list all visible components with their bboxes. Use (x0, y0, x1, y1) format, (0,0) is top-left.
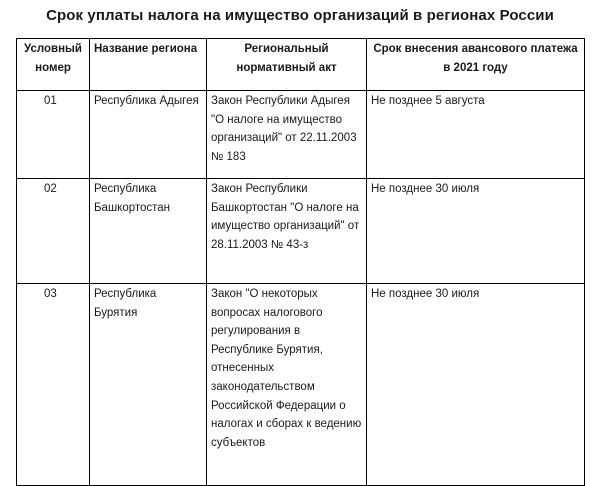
table-row (17, 91, 585, 179)
cell-number: 01 (17, 91, 90, 179)
header-deadline: Срок внесения авансового платежа в 2021 году (367, 39, 585, 91)
table-header-row (17, 39, 585, 91)
table-row (17, 284, 585, 486)
cell-act: Закон Республики Башкортостан "О налоге на имущество организаций" от 28.11.2003 № 43-з (207, 179, 367, 284)
cell-region: Республика Бурятия (90, 284, 207, 486)
cell-number: 03 (17, 284, 90, 486)
header-region: Название региона (90, 39, 207, 91)
header-act: Региональный нормативный акт (207, 39, 367, 91)
tax-deadline-table (16, 38, 585, 486)
cell-act: Закон "О некоторых вопросах налогового регулирования в Республике Бурятия, отнесенных законодательством Российской Федерации о налогах и сборах к ведению субъектов (207, 284, 367, 486)
document-title: Срок уплаты налога на имущество организаций в регионах России (46, 7, 554, 24)
cell-region: Республика Башкортостан (90, 179, 207, 284)
cell-act: Закон Республики Адыгея "О налоге на имущество организаций" от 22.11.2003 № 183 (207, 91, 367, 179)
header-number: Условный номер (17, 39, 90, 91)
cell-deadline: Не позднее 30 июля (367, 179, 585, 284)
cell-deadline: Не позднее 30 июля (367, 284, 585, 486)
table-row (17, 179, 585, 284)
cell-number: 02 (17, 179, 90, 284)
cell-region: Республика Адыгея (90, 91, 207, 179)
cell-deadline: Не позднее 5 августа (367, 91, 585, 179)
